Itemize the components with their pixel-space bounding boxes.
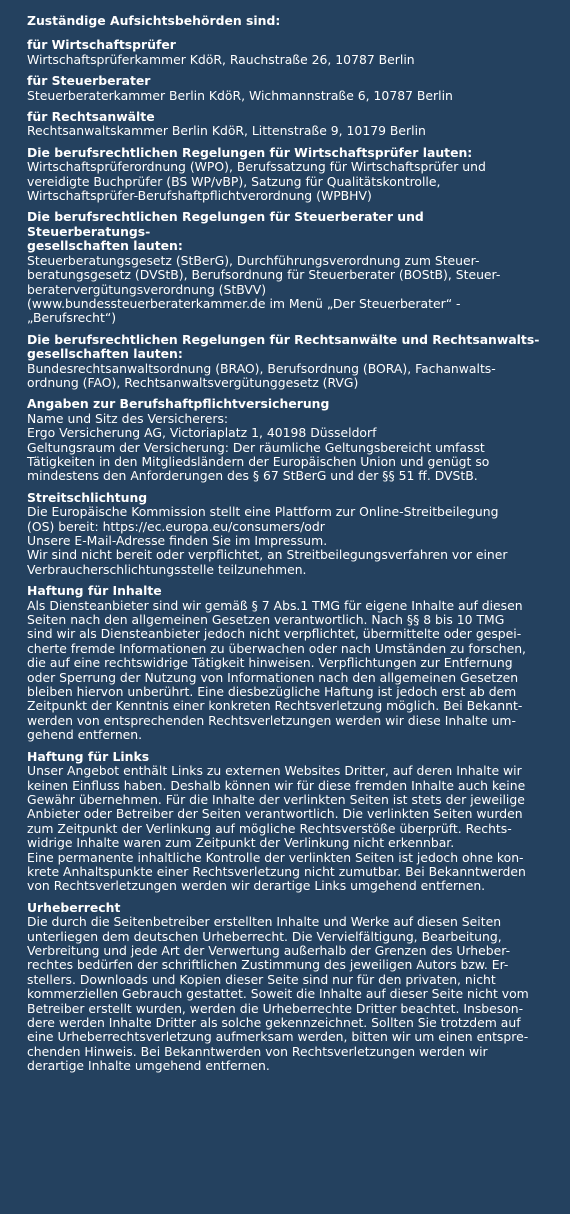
- supervisory-authorities-heading-block: [27, 14, 543, 28]
- section-text-line: derartige Inhalte umgehend entfernen.: [27, 1058, 270, 1074]
- section-heading: Streitschlichtung: [27, 489, 148, 505]
- legal-sections: [27, 38, 543, 1073]
- section-text-line: Tätigkeiten in den Mitgliedsländern der Europäischen Union und genügt so: [27, 453, 490, 469]
- section-text-line: Eine permanente inhaltliche Kontrolle der verlinkten Seiten ist jedoch ohne kon-: [27, 849, 524, 865]
- section-text-line: Geltungsraum der Versicherung: Der räumliche Geltungsbereicht umfasst: [27, 439, 485, 455]
- legal-section: [27, 110, 543, 139]
- section-text-line: Verbraucherschlichtungsstelle teilzunehmen.: [27, 561, 307, 577]
- section-text-line: rechtes bedürfen der schriftlichen Zustimmung des jeweiligen Autors bzw. Er-: [27, 957, 509, 973]
- section-text-line: Wirtschaftsprüferkammer KdöR, Rauchstraße 26, 10787 Berlin: [27, 51, 415, 67]
- section-text-line: Anbieter oder Betreiber der Seiten verantwortlich. Die verlinkten Seiten wurden: [27, 806, 523, 822]
- section-text-line: mindestens den Anforderungen des § 67 StBerG und der §§ 51 ff. DVStB.: [27, 468, 478, 484]
- section-text-line: Ergo Versicherung AG, Victoriaplatz 1, 40198 Düsseldorf: [27, 425, 377, 441]
- legal-section: [27, 38, 543, 67]
- section-heading: Die berufsrechtlichen Regelungen für Steuerberater und Steuerberatungs-: [27, 209, 424, 239]
- section-text-line: widrige Inhalte waren zum Zeitpunkt der Verlinkung nicht erkennbar.: [27, 835, 455, 851]
- legal-section: [27, 750, 543, 894]
- section-text-line: bleiben hiervon unberührt. Eine diesbezügliche Haftung ist jedoch erst ab dem: [27, 684, 517, 700]
- section-text-line: beratervergütungsverordnung (StBVV): [27, 281, 267, 297]
- section-text-line: Verbreitung und jede Art der Verwertung außerhalb der Grenzen des Urheber-: [27, 942, 511, 958]
- section-text-line: Bundesrechtsanwaltsordnung (BRAO), Berufsordnung (BORA), Fachanwalts-: [27, 360, 496, 376]
- section-heading: Haftung für Links: [27, 748, 150, 764]
- legal-section: [27, 333, 543, 391]
- section-text-line: Unsere E-Mail-Adresse finden Sie im Impressum.: [27, 533, 328, 548]
- section-heading: gesellschaften lauten:: [27, 238, 183, 254]
- section-heading: Angaben zur Berufshaftpflichtversicherung: [27, 396, 330, 412]
- section-text-line: Seiten nach den allgemeinen Gesetzen verantwortlich. Nach §§ 8 bis 10 TMG: [27, 612, 505, 628]
- section-text-line: Betreiber erstellt wurden, werden die Urheberrechte Dritter beachtet. Insbeson-: [27, 1000, 524, 1016]
- section-text-line: Steuerberatungsgesetz (StBerG), Durchführungsverordnung zum Steuer-: [27, 252, 480, 268]
- section-heading: gesellschaften lauten:: [27, 346, 183, 362]
- section-text-line: krete Anhaltspunkte einer Rechtsverletzung nicht zumutbar. Bei Bekanntwerden: [27, 863, 526, 879]
- section-text-line: werden von entsprechenden Rechtsverletzungen werden wir diese Inhalte um-: [27, 712, 516, 728]
- section-text-line: Die Europäische Kommission stellt eine Plattform zur Online-Streitbeilegung: [27, 504, 499, 520]
- section-text-line: Unser Angebot enthält Links zu externen Websites Dritter, auf deren Inhalte wir: [27, 763, 522, 779]
- section-text-line: Steuerberaterkammer Berlin KdöR, Wichmannstraße 6, 10787 Berlin: [27, 87, 453, 103]
- section-text-line: Zeitpunkt der Kenntnis einer konkreten Rechtsverletzung möglich. Bei Bekannt-: [27, 698, 523, 714]
- section-heading: Haftung für Inhalte: [27, 583, 162, 599]
- section-text-line: dere werden Inhalte Dritter als solche gekennzeichnet. Sollten Sie trotzdem auf: [27, 1015, 521, 1030]
- section-heading: für Steuerberater: [27, 73, 151, 89]
- section-text-line: chenden Hinweis. Bei Bekanntwerden von Rechtsverletzungen werden wir: [27, 1043, 488, 1059]
- section-text-line: oder Sperrung der Nutzung von Informationen nach den allgemeinen Gesetzen: [27, 669, 519, 685]
- legal-section: [27, 901, 543, 1074]
- section-text-line: Gewähr übernehmen. Für die Inhalte der verlinkten Seiten ist stets der jeweilige: [27, 791, 525, 807]
- section-heading: für Wirtschaftsprüfer: [27, 37, 176, 53]
- intro-heading: Zuständige Aufsichtsbehörden sind:: [27, 13, 281, 28]
- section-text-line: keinen Einfluss haben. Deshalb können wir für diese fremden Inhalte auch keine: [27, 777, 526, 793]
- section-text-line: „Berufsrecht“): [27, 310, 117, 326]
- legal-section: [27, 210, 543, 325]
- section-text-line: zum Zeitpunkt der Verlinkung auf mögliche Rechtsverstöße überprüft. Rechts-: [27, 820, 512, 836]
- section-text-line: die auf eine rechtswidrige Tätigkeit hinweisen. Verpflichtungen zur Entfernung: [27, 655, 513, 671]
- section-text-line: eine Urheberrechtsverletzung aufmerksam werden, bitten wir um einen entspre-: [27, 1029, 529, 1045]
- section-text-line: Name und Sitz des Versicherers:: [27, 410, 229, 426]
- section-text-line: Die durch die Seitenbetreiber erstellten Inhalte und Werke auf diesen Seiten: [27, 914, 502, 930]
- section-text-line: ordnung (FAO), Rechtsanwaltsvergütunggesetz (RVG): [27, 374, 359, 390]
- section-text-line: Wirtschaftsprüferordnung (WPO), Berufssatzung für Wirtschaftsprüfer und: [27, 159, 486, 175]
- section-text-line: kommerziellen Gebrauch gestattet. Soweit die Inhalte auf dieser Seite nicht vom: [27, 986, 529, 1002]
- section-text-line: Wir sind nicht bereit oder verpflichtet, an Streitbeilegungsverfahren vor einer: [27, 547, 508, 563]
- section-text-line: (OS) bereit: https://ec.europa.eu/consumers/odr: [27, 518, 325, 534]
- section-text-line: stellers. Downloads und Kopien dieser Seite sind nur für den privaten, nicht: [27, 971, 496, 987]
- section-text-line: vereidigte Buchprüfer (BS WP/vBP), Satzung für Qualitätskontrolle,: [27, 173, 441, 189]
- section-text-line: sind wir als Diensteanbieter jedoch nicht verpflichtet, übermittelte oder gespei-: [27, 626, 522, 642]
- section-text-line: cherte fremde Informationen zu überwachen oder nach Umständen zu forschen,: [27, 640, 526, 656]
- section-heading: für Rechtsanwälte: [27, 109, 155, 125]
- section-heading: Die berufsrechtlichen Regelungen für Rechtsanwälte und Rechtsanwalts-: [27, 331, 540, 347]
- section-text-line: beratungsgesetz (DVStB), Berufsordnung für Steuerberater (BOStB), Steuer-: [27, 267, 501, 283]
- section-text-line: Als Diensteanbieter sind wir gemäß § 7 Abs.1 TMG für eigene Inhalte auf diesen: [27, 597, 523, 613]
- legal-section: [27, 397, 543, 483]
- section-text-line: unterliegen dem deutschen Urheberrecht. Die Vervielfältigung, Bearbeitung,: [27, 928, 502, 944]
- legal-section: [27, 74, 543, 103]
- section-text-line: von Rechtsverletzungen werden wir derartige Links umgehend entfernen.: [27, 878, 486, 894]
- legal-section: [27, 146, 543, 204]
- section-text-line: Rechtsanwaltskammer Berlin KdöR, Littenstraße 9, 10179 Berlin: [27, 123, 426, 139]
- section-heading: Urheberrecht: [27, 899, 121, 915]
- legal-section: [27, 491, 543, 577]
- section-text-line: (www.bundessteuerberaterkammer.de im Menü „Der Steuerberater“ -: [27, 295, 461, 311]
- section-heading: Die berufsrechtlichen Regelungen für Wirtschaftsprüfer lauten:: [27, 144, 473, 160]
- section-text-line: gehend entfernen.: [27, 727, 143, 743]
- section-text-line: Wirtschaftsprüfer-Berufshaftpflichtverordnung (WPBHV): [27, 188, 372, 204]
- legal-section: [27, 584, 543, 742]
